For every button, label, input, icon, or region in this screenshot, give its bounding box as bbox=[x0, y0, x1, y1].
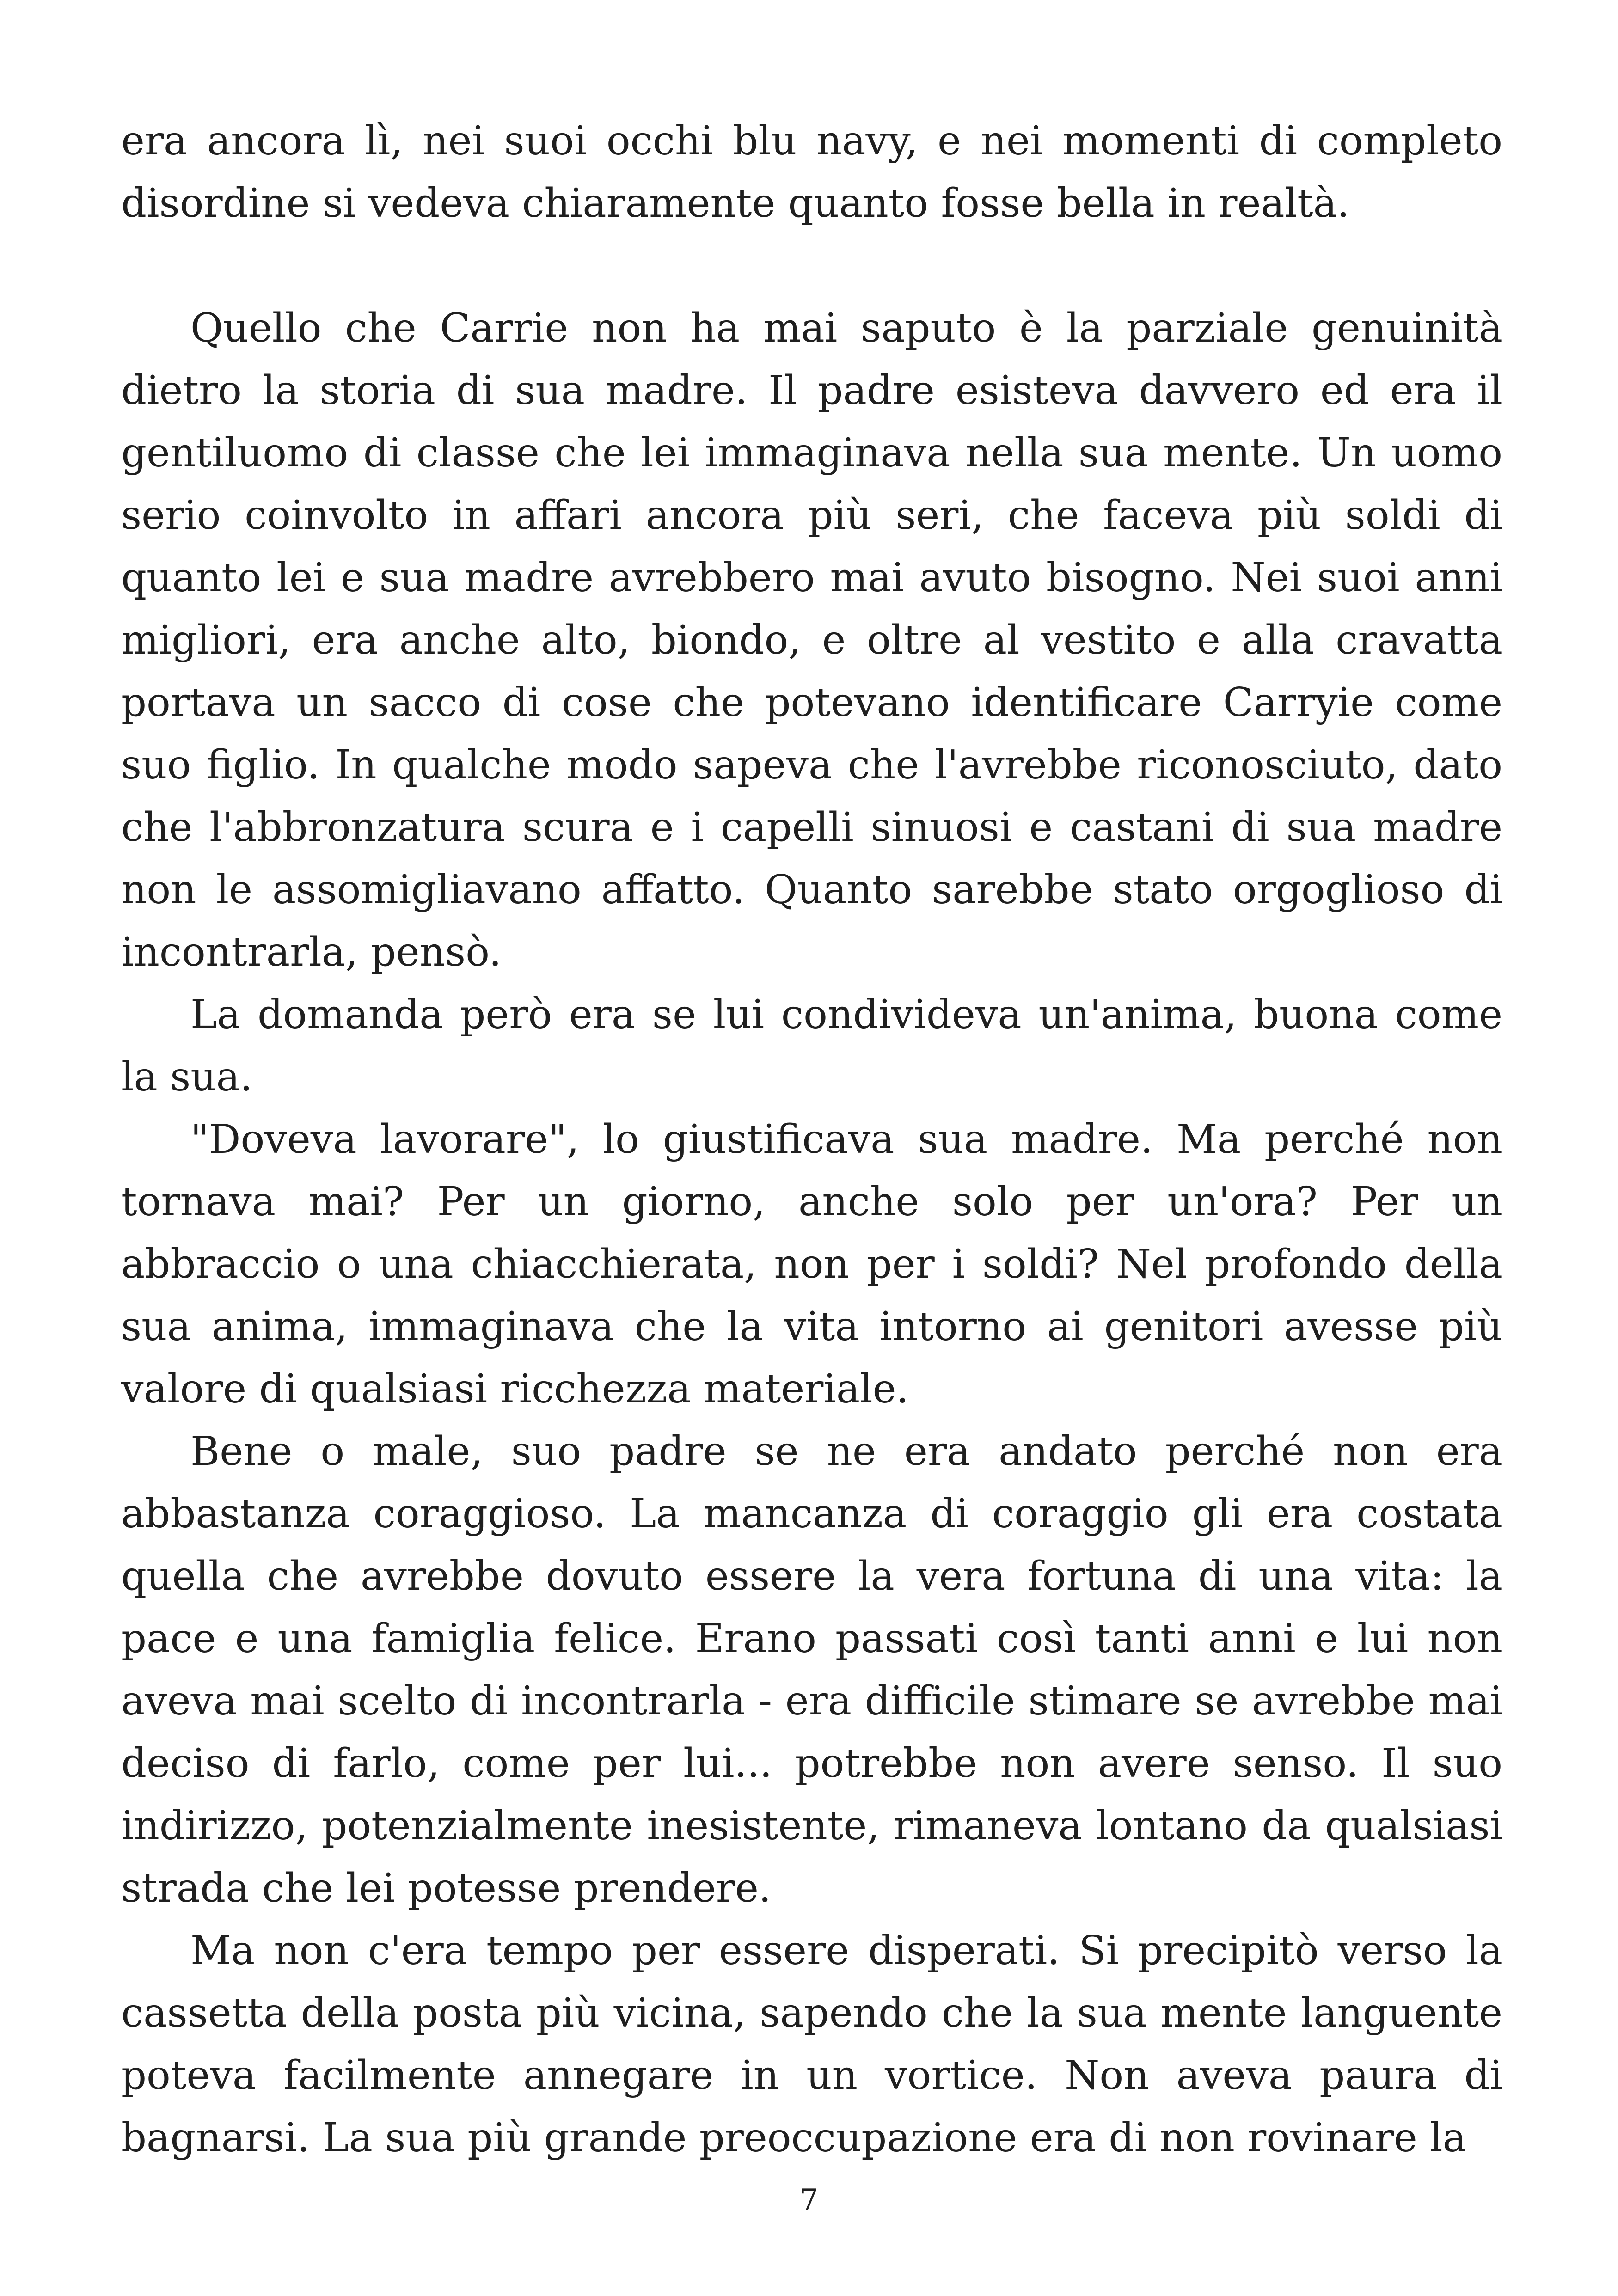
paragraph-courage: Bene o male, suo padre se ne era andato perché non era abbastanza coraggioso. La mancanza di coraggio gli era costata quella che avrebbe dovuto essere la vera fortuna di una vita: la pace e una famiglia felice. Erano passati così tanti anni e lui non aveva mai scelto di incontrarla - era difficile stimare se avrebbe mai deciso di farlo, come per lui... potrebbe non avere senso. Il suo indirizzo, potenzialmente inesistente, rimaneva lontano da qualsiasi strada che lei potesse prendere. bbox=[121, 1428, 1502, 1911]
paragraph-continuation: era ancora lì, nei suoi occhi blu navy, e nei momenti di completo disordine si vedeva chiaramente quanto fosse bella in realtà. bbox=[121, 118, 1502, 227]
paragraph-mailbox: Ma non c'era tempo per essere disperati. Si precipitò verso la cassetta della posta più vicina, sapendo che la sua mente languente poteva facilmente annegare in un vortice. Non aveva paura di bagnarsi. La sua più grande preoccupazione era di non rovinare la bbox=[121, 1928, 1502, 2161]
paragraph-carrie-father: Quello che Carrie non ha mai saputo è la parziale genuinità dietro la storia di sua madre. Il padre esisteva davvero ed era il gentiluomo di classe che lei immaginava nella sua mente. Un uomo serio coinvolto in affari ancora più seri, che faceva più soldi di quanto lei e sua madre avrebbero mai avuto bisogno. Nei suoi anni migliori, era anche alto, biondo, e oltre al vestito e alla cravatta portava un sacco di cose che potevano identificare Carryie come suo figlio. In qualche modo sapeva che l'avrebbe riconosciuto, dato che l'abbronzatura scura e i capelli sinuosi e castani di sua madre non le assomigliavano affatto. Quanto sarebbe stato orgoglioso di incontrarla, pensò. bbox=[121, 305, 1502, 975]
page-body bbox=[121, 110, 1502, 2169]
paragraph-question: La domanda però era se lui condivideva un'anima, buona come la sua. bbox=[121, 992, 1502, 1100]
paragraph-work: "Doveva lavorare", lo giustificava sua madre. Ma perché non tornava mai? Per un giorno, anche solo per un'ora? Per un abbraccio o una chiacchierata, non per i soldi? Nel profondo della sua anima, immaginava che la vita intorno ai genitori avesse più valore di qualsiasi ricchezza materiale. bbox=[121, 1116, 1502, 1412]
page-number: 7 bbox=[799, 2183, 819, 2217]
